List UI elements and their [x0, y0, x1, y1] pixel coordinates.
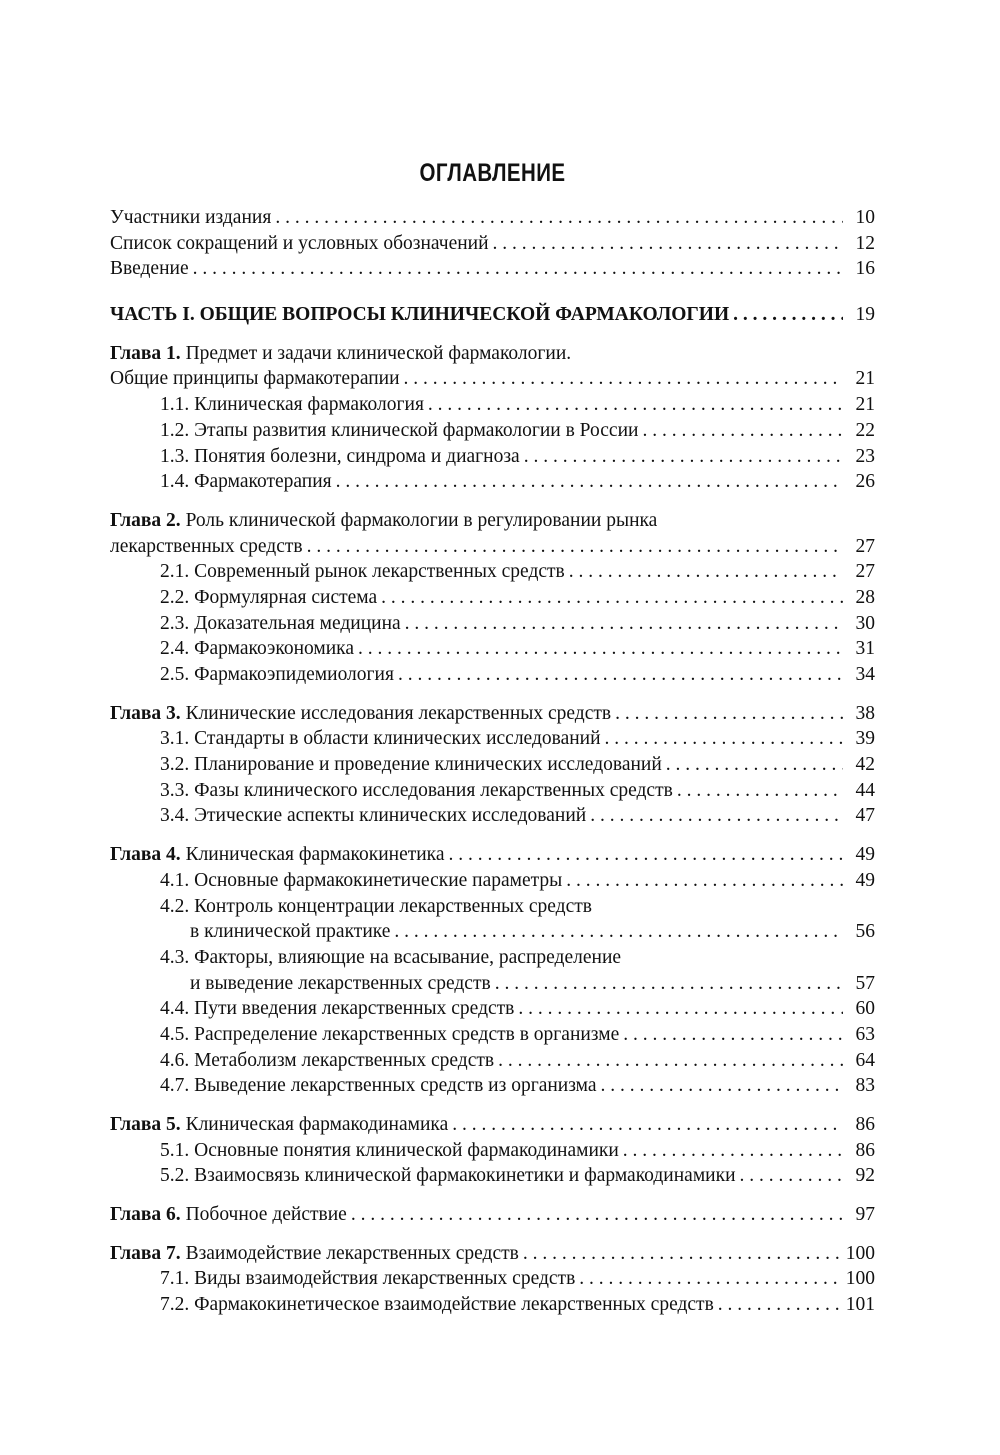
dot-leader [733, 302, 843, 328]
chapter-label: Глава 7. [110, 1242, 181, 1264]
toc-section: 1.3. Понятия болезни, синдрома и диагноза . . . 23 [110, 444, 875, 470]
dot-leader [623, 1022, 843, 1048]
toc-entry: Введение . . . 16 [110, 256, 875, 282]
dot-leader [518, 996, 843, 1022]
page-number: 97 [855, 1204, 875, 1226]
dot-leader [677, 778, 843, 804]
page-number: 31 [855, 638, 875, 660]
page-number: 28 [855, 586, 875, 608]
page-number: 16 [855, 258, 875, 280]
dot-leader [718, 1292, 840, 1318]
page-number: 83 [855, 1075, 875, 1097]
page-number: 49 [855, 869, 875, 891]
toc-section: 1.2. Этапы развития клинической фармакологии в России . . . 22 [110, 418, 875, 444]
page-number: 27 [855, 535, 875, 557]
dot-leader [307, 534, 843, 560]
dot-leader [275, 205, 843, 231]
dot-leader [642, 418, 843, 444]
chapter-label: Глава 6. [110, 1204, 181, 1226]
dot-leader [493, 231, 843, 257]
toc-part-heading: ЧАСТЬ I. ОБЩИЕ ВОПРОСЫ КЛИНИЧЕСКОЙ ФАРМАКОЛОГИИ . . . 19 [110, 302, 875, 328]
page-number: 34 [855, 664, 875, 685]
dot-leader [579, 1266, 839, 1292]
page-number: 56 [855, 921, 875, 943]
page-number: 27 [855, 561, 875, 583]
page-number: 42 [855, 754, 875, 776]
page-number: 100 [845, 1242, 875, 1264]
toc-chapter: Глава 5. Клиническая фармакодинамика . . . 86 [110, 1112, 875, 1138]
page-number: 49 [855, 844, 875, 866]
toc-section: 2.2. Формулярная система . . . 28 [110, 585, 875, 611]
toc-section: 4.3. Факторы, влияющие на всасывание, распределение [160, 946, 622, 968]
dot-leader [740, 1163, 843, 1189]
dot-leader [569, 559, 843, 585]
page-number: 19 [855, 304, 875, 326]
dot-leader [452, 1112, 843, 1138]
dot-leader [428, 392, 843, 418]
toc-section: 1.4. Фармакотерапия . . . 26 [110, 469, 875, 495]
chapter-label: Глава 2. [110, 509, 181, 531]
toc-chapter: Глава 1. Предмет и задачи клинической фармакологии. [110, 342, 572, 364]
page-number: 47 [855, 805, 875, 827]
dot-leader [405, 611, 843, 637]
toc-section: 2.3. Доказательная медицина . . . 30 [110, 611, 875, 637]
page-number: 64 [855, 1049, 875, 1071]
toc-chapter: Глава 6. Побочное действие . . . 97 [110, 1202, 875, 1228]
page-title: ОГЛАВЛЕНИЕ [419, 159, 566, 187]
toc-entry: Список сокращений и условных обозначений . . . 12 [110, 231, 875, 257]
toc-section: 2.5. Фармакоэпидемиология . . . 34 [110, 662, 875, 688]
chapter-label: Глава 1. [110, 342, 181, 364]
page-number: 44 [855, 779, 875, 801]
page-number: 39 [855, 728, 875, 750]
chapter-label: Глава 4. [110, 844, 181, 866]
toc-section: 2.4. Фармакоэкономика . . . 31 [110, 636, 875, 662]
page-number: 101 [845, 1294, 875, 1316]
page-number: 86 [855, 1139, 875, 1161]
chapter-label: Глава 3. [110, 702, 181, 724]
page-number: 63 [855, 1023, 875, 1045]
dot-leader [449, 842, 843, 868]
page-number: 21 [855, 368, 875, 390]
toc-section: 5.2. Взаимосвязь клинической фармакокинетики и фармакодинамики . . . 92 [110, 1163, 875, 1189]
dot-leader [615, 701, 843, 727]
toc-chapter: Глава 7. Взаимодействие лекарственных средств . . . 100 [110, 1241, 875, 1267]
dot-leader [394, 919, 843, 945]
toc-entry: Участники издания . . . 10 [110, 205, 875, 231]
dot-leader [351, 1202, 843, 1228]
dot-leader [601, 1073, 843, 1099]
page-number: 57 [855, 972, 875, 994]
dot-leader [524, 444, 843, 470]
toc-section: 4.4. Пути введения лекарственных средств . . . 60 [110, 996, 875, 1022]
page-number: 21 [855, 394, 875, 416]
toc-chapter: Глава 2. Роль клинической фармакологии в регулировании рынка [110, 509, 658, 531]
toc-section: 3.1. Стандарты в области клинических исследований . . . 39 [110, 726, 875, 752]
toc-chapter: Глава 4. Клиническая фармакокинетика . . . 49 [110, 842, 875, 868]
chapter-label: Глава 5. [110, 1114, 181, 1135]
dot-leader [193, 256, 843, 282]
toc-chapter-continued: Общие принципы фармакотерапии . . . 21 [110, 366, 875, 392]
dot-leader [336, 469, 843, 495]
toc-chapter-continued: лекарственных средств . . . 27 [110, 534, 875, 560]
page-number: 38 [855, 702, 875, 724]
toc-chapter: Глава 3. Клинические исследования лекарственных средств . . . 38 [110, 701, 875, 727]
table-of-contents [110, 205, 875, 1318]
dot-leader [398, 662, 843, 688]
dot-leader [381, 585, 843, 611]
toc-section: 1.1. Клиническая фармакология . . . 21 [110, 392, 875, 418]
page-number: 23 [855, 445, 875, 467]
dot-leader [566, 868, 843, 894]
toc-section-continued: и выведение лекарственных средств . . . 57 [110, 971, 875, 997]
toc-section: 4.2. Контроль концентрации лекарственных средств [160, 895, 592, 917]
dot-leader [404, 366, 843, 392]
toc-section: 7.1. Виды взаимодействия лекарственных средств . . . 100 [110, 1266, 875, 1292]
toc-section: 3.2. Планирование и проведение клинических исследований . . . 42 [110, 752, 875, 778]
dot-leader [523, 1241, 840, 1267]
toc-section: 4.5. Распределение лекарственных средств в организме . . . 63 [110, 1022, 875, 1048]
toc-section: 4.1. Основные фармакокинетические параметры . . . 49 [110, 868, 875, 894]
dot-leader [605, 726, 843, 752]
toc-section: 3.3. Фазы клинического исследования лекарственных средств . . . 44 [110, 778, 875, 804]
page-number: 60 [855, 998, 875, 1020]
toc-section: 4.6. Метаболизм лекарственных средств . . . 64 [110, 1048, 875, 1074]
dot-leader [590, 803, 843, 829]
dot-leader [666, 752, 843, 778]
dot-leader [358, 636, 843, 662]
page-number: 22 [855, 419, 875, 441]
dot-leader [623, 1138, 843, 1164]
page-number: 30 [855, 612, 875, 634]
toc-section: 7.2. Фармакокинетическое взаимодействие лекарственных средств . . . 101 [110, 1292, 875, 1318]
toc-section-continued: в клинической практике . . . 56 [110, 919, 875, 945]
page-number: 92 [855, 1165, 875, 1187]
page-number: 26 [855, 471, 875, 493]
toc-section: 5.1. Основные понятия клинической фармакодинамики . . . 86 [110, 1138, 875, 1164]
page-number: 100 [845, 1268, 875, 1290]
toc-section: 2.1. Современный рынок лекарственных средств . . . 27 [110, 559, 875, 585]
page-number: 10 [855, 207, 875, 228]
dot-leader [495, 971, 843, 997]
dot-leader [498, 1048, 843, 1074]
page-number: 12 [855, 232, 875, 254]
toc-section: 4.7. Выведение лекарственных средств из организма . . . 83 [110, 1073, 875, 1099]
page-number: 86 [855, 1114, 875, 1135]
toc-section: 3.4. Этические аспекты клинических исследований . . . 47 [110, 803, 875, 829]
